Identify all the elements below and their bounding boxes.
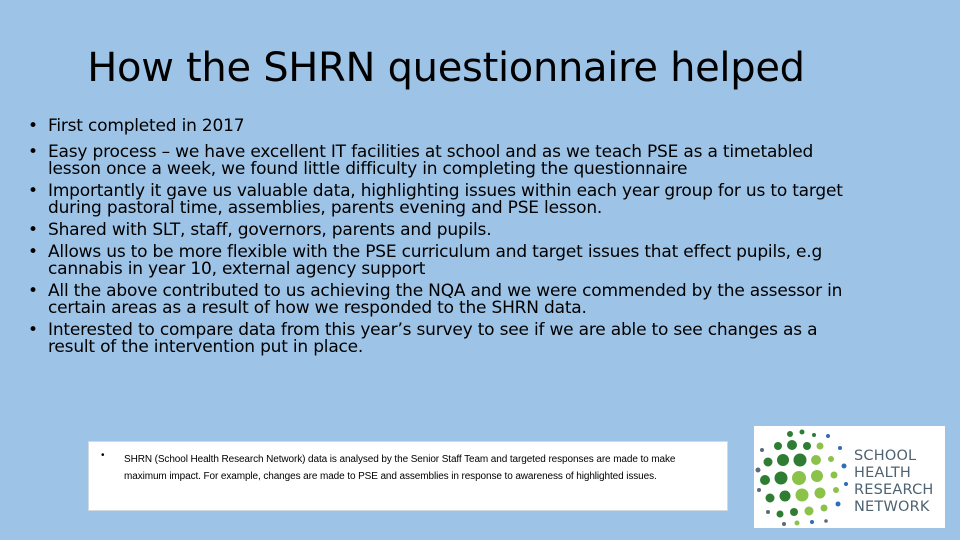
bullet-text: Allows us to be more flexible with the PSE curriculum and target issues that effect pupils, e.g cannabis in year 10, external agency support — [48, 242, 823, 279]
bullet-item — [28, 222, 858, 239]
bullet-icon: • — [28, 320, 38, 340]
bullet-item — [28, 283, 858, 317]
bullet-icon: • — [28, 116, 38, 136]
bullet-text: All the above contributed to us achieving the NQA and we were commended by the assessor in certain areas as a result of how we responded to the SHRN data. — [48, 281, 843, 318]
bullet-item — [28, 322, 858, 356]
note-text: SHRN (School Health Research Network) data is analysed by the Senior Staff Team and targeted responses are made to make maximum impact. For example, changes are made to PSE and assemblies in response to awareness of highlighted issues. — [124, 454, 676, 482]
bullet-icon: • — [28, 142, 38, 162]
logo-line: RESEARCH — [854, 482, 934, 498]
dot-cluster-icon — [754, 426, 854, 528]
bullet-text: Easy process – we have excellent IT facilities at school and as we teach PSE as a timetabled lesson once a week, we found little difficulty in completing the questionnaire — [48, 142, 814, 179]
bullet-icon: • — [28, 281, 38, 301]
bullet-list — [28, 118, 858, 361]
bullet-item — [28, 144, 858, 178]
note-bullet-icon: • — [101, 450, 105, 461]
bullet-text: Importantly it gave us valuable data, highlighting issues within each year group for us to target during pastoral time, assemblies, parents evening and PSE lesson. — [48, 181, 843, 218]
bullet-item — [28, 118, 858, 135]
bullet-item — [28, 183, 858, 217]
slide-title: How the SHRN questionnaire helped — [87, 45, 805, 91]
shrn-logo — [754, 426, 945, 528]
logo-line: HEALTH — [854, 465, 912, 481]
note-box — [88, 441, 728, 511]
bullet-item — [28, 244, 858, 278]
bullet-icon: • — [28, 181, 38, 201]
bullet-icon: • — [28, 220, 38, 240]
bullet-icon: • — [28, 242, 38, 262]
logo-line: SCHOOL — [854, 448, 917, 464]
bullet-text: Shared with SLT, staff, governors, parents and pupils. — [48, 220, 492, 240]
logo-line: NETWORK — [854, 499, 930, 515]
bullet-text: Interested to compare data from this year’s survey to see if we are able to see changes as a result of the intervention put in place. — [48, 320, 818, 357]
bullet-text: First completed in 2017 — [48, 116, 245, 136]
logo-wordmark — [854, 448, 934, 516]
